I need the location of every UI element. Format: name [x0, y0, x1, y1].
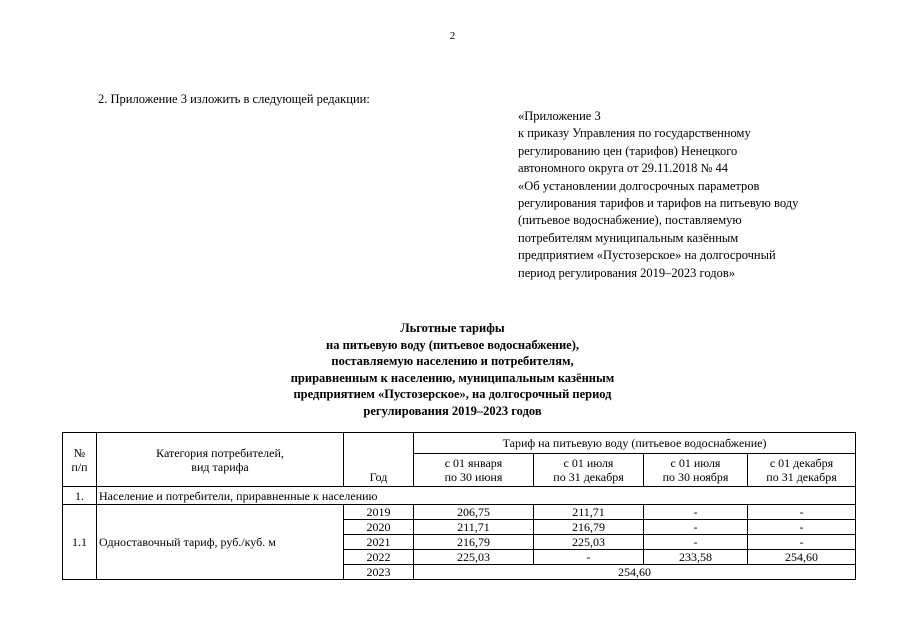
- value-cell: 211,71: [414, 520, 534, 535]
- appendix-header: [518, 108, 798, 282]
- header-num: № п/п: [63, 433, 97, 487]
- item-num: 1.1: [63, 505, 97, 580]
- title-line: предприятием «Пустозерское», на долгосрочный период: [293, 387, 612, 401]
- appendix-line: регулированию цен (тарифов) Ненецкого: [518, 143, 738, 158]
- year-cell: 2019: [344, 505, 414, 520]
- value-cell: -: [644, 520, 748, 535]
- value-cell-merged: 254,60: [414, 565, 856, 580]
- value-cell: 233,58: [644, 550, 748, 565]
- appendix-line: потребителям муниципальным казённым: [518, 230, 739, 245]
- title-line: регулирования 2019–2023 годов: [363, 403, 542, 418]
- header-year: Год: [344, 433, 414, 487]
- year-cell: 2021: [344, 535, 414, 550]
- appendix-line: к приказу Управления по государственному: [518, 126, 751, 141]
- title-line: поставляемую населению и потребителям,: [331, 354, 574, 368]
- section-num: 1.: [63, 487, 97, 505]
- appendix-line: период регулирования 2019–2023 годов»: [518, 265, 735, 280]
- value-cell: 216,79: [534, 520, 644, 535]
- instruction-text: 2. Приложение 3 изложить в следующей редакции:: [98, 92, 370, 106]
- table-row: [63, 487, 856, 505]
- value-cell: 211,71: [534, 505, 644, 520]
- header-tariff-group: Тариф на питьевую воду (питьевое водоснабжение): [414, 433, 856, 454]
- page-number: 2: [449, 30, 456, 42]
- header-period-2: с 01 июля по 31 декабря: [534, 454, 644, 487]
- header-category: Категория потребителей, вид тарифа: [97, 433, 344, 487]
- document-title: [0, 320, 905, 419]
- appendix-line: автономного округа от 29.11.2018 № 44: [518, 161, 729, 176]
- year-cell: 2023: [344, 565, 414, 580]
- value-cell: 225,03: [534, 535, 644, 550]
- tariff-table: [62, 432, 856, 580]
- section-label: Население и потребители, приравненные к населению: [97, 487, 856, 505]
- value-cell: -: [534, 550, 644, 565]
- header-period-4: с 01 декабря по 31 декабря: [748, 454, 856, 487]
- header-period-3: с 01 июля по 30 ноября: [644, 454, 748, 487]
- value-cell: -: [644, 535, 748, 550]
- year-cell: 2020: [344, 520, 414, 535]
- value-cell: -: [748, 505, 856, 520]
- title-line: на питьевую воду (питьевое водоснабжение),: [326, 337, 579, 352]
- appendix-line: (питьевое водоснабжение), поставляемую: [518, 213, 742, 228]
- appendix-line: «Об установлении долгосрочных параметров: [518, 178, 760, 193]
- title-line: Льготные тарифы: [400, 321, 505, 335]
- value-cell: 254,60: [748, 550, 856, 565]
- appendix-line: «Приложение 3: [518, 109, 601, 123]
- title-line: приравненным к населению, муниципальным казённым: [290, 370, 615, 385]
- table-row: [63, 505, 856, 520]
- item-label: Одноставочный тариф, руб./куб. м: [97, 505, 344, 580]
- value-cell: -: [748, 520, 856, 535]
- value-cell: -: [748, 535, 856, 550]
- appendix-line: предприятием «Пустозерское» на долгосрочный: [518, 248, 776, 263]
- year-cell: 2022: [344, 550, 414, 565]
- value-cell: 225,03: [414, 550, 534, 565]
- header-period-1: с 01 января по 30 июня: [414, 454, 534, 487]
- value-cell: 206,75: [414, 505, 534, 520]
- appendix-line: регулирования тарифов и тарифов на питьевую воду: [518, 196, 799, 211]
- value-cell: -: [644, 505, 748, 520]
- value-cell: 216,79: [414, 535, 534, 550]
